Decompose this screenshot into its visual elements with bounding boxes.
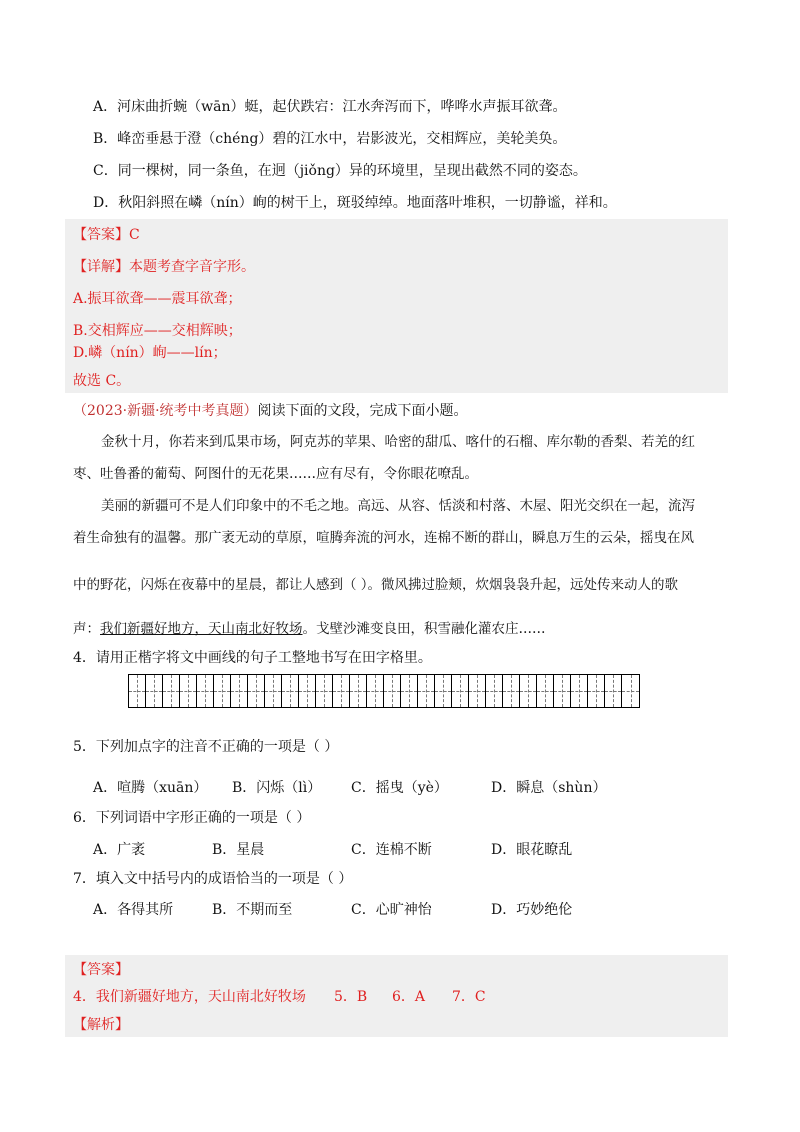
answer-label-2: 【答案】 (73, 962, 129, 978)
tianzige-cell[interactable] (265, 675, 282, 707)
q5-option-d: D．瞬息（shùn） (491, 780, 607, 796)
tianzige-cell[interactable] (129, 675, 146, 707)
tianzige-cell[interactable] (299, 675, 316, 707)
passage-p2-line2: 着生命独有的温馨。那广袤无动的草原，喧腾奔流的河水，连棉不断的群山，瞬息万生的云朵，摇曳在风 (73, 530, 694, 546)
tianzige-cell[interactable] (146, 675, 163, 707)
question-6: 6．下列词语中字形正确的一项是（ ） (73, 810, 311, 826)
tianzige-cell[interactable] (486, 675, 503, 707)
q5-option-b: B．闪烁（lì） (232, 780, 322, 796)
passage-header (73, 401, 468, 421)
tianzige-cell[interactable] (571, 675, 588, 707)
tianzige-cell[interactable] (163, 675, 180, 707)
detail-line-b: B.交相辉应——交相辉映； (73, 323, 242, 339)
underlined-sentence: 我们新疆好地方，天山南北好牧场 (100, 621, 303, 637)
tianzige-cell[interactable] (418, 675, 435, 707)
passage-p2-line1: 美丽的新疆可不是人们印象中的不毛之地。高远、从容、恬淡和村落、木屋、阳光交织在一起，流泻 (101, 498, 695, 514)
answer-label-1: 【答案】C (73, 227, 140, 243)
q7-option-b: B．不期而至 (212, 902, 293, 918)
passage-p2-line4 (73, 619, 546, 639)
tianzige-cell[interactable] (554, 675, 571, 707)
tianzige-cell[interactable] (333, 675, 350, 707)
q6-option-a: A．广袤 (93, 842, 146, 858)
tianzige-cell[interactable] (622, 675, 639, 707)
tianzige-cell[interactable] (435, 675, 452, 707)
tianzige-cell[interactable] (469, 675, 486, 707)
question-5: 5．下列加点字的注音不正确的一项是（ ） (73, 739, 339, 755)
tianzige-cell[interactable] (214, 675, 231, 707)
tianzige-cell[interactable] (367, 675, 384, 707)
detail-line-a: A.振耳欲聋——震耳欲聋； (73, 291, 242, 307)
tianzige-cell[interactable] (231, 675, 248, 707)
q6-option-b: B．星晨 (212, 842, 265, 858)
tianzige-cell[interactable] (605, 675, 622, 707)
conclusion-1: 故选 C。 (73, 373, 131, 389)
tianzige-cell[interactable] (503, 675, 520, 707)
q5-option-c: C．摇曳（yè） (351, 780, 448, 796)
passage-source: （2023·新疆·统考中考真题） (73, 403, 258, 419)
passage-p2-line4-pre: 声： (73, 621, 100, 637)
q5-option-a: A．喧腾（xuān） (93, 780, 208, 796)
tianzige-cell[interactable] (384, 675, 401, 707)
passage-p1-line2: 枣、吐鲁番的葡萄、阿图什的无花果……应有尽有，令你眼花嘹乱。 (73, 466, 478, 482)
tianzige-cell[interactable] (180, 675, 197, 707)
answer-5: 5．B (334, 989, 368, 1005)
tianzige-cell[interactable] (248, 675, 265, 707)
q6-option-c: C．连棉不断 (351, 842, 432, 858)
option-c-prev: C．同一棵树，同一条鱼，在迥（jiǒng）异的环境里，呈现出截然不同的姿态。 (93, 163, 587, 179)
q7-option-a: A．各得其所 (93, 902, 174, 918)
tianzige-cell[interactable] (537, 675, 554, 707)
passage-p2-line4-post: 。戈壁沙滩变良田，积雪融化灌农庄…… (302, 621, 546, 637)
tianzige-cell[interactable] (452, 675, 469, 707)
q7-option-c: C．心旷神怡 (351, 902, 432, 918)
passage-instruction: 阅读下面的文段，完成下面小题。 (257, 403, 468, 419)
passage-p1-line1: 金秋十月，你若来到瓜果市场，阿克苏的苹果、哈密的甜瓜、喀什的石榴、库尔勒的香梨、若羌的红 (101, 434, 695, 450)
tianzige-cell[interactable] (282, 675, 299, 707)
tianzige-cell[interactable] (401, 675, 418, 707)
detail-label-1: 【详解】本题考查字音字形。 (73, 259, 255, 275)
analysis-label-2: 【解析】 (73, 1017, 129, 1033)
option-b-prev: B．峰峦垂悬于澄（chéng）碧的江水中，岩影波光，交相辉应，美轮美奂。 (93, 131, 567, 147)
answer-6: 6．A (392, 989, 426, 1005)
option-a-prev: A．河床曲折蜿（wān）蜓，起伏跌宕：江水奔泻而下，哗哗水声振耳欲聋。 (93, 99, 567, 115)
option-d-prev: D．秋阳斜照在嶙（nín）峋的树干上，斑驳绰绰。地面落叶堆积，一切静谧，祥和。 (93, 195, 617, 211)
answer-7: 7．C (452, 989, 486, 1005)
passage-p2-line3: 中的野花，闪烁在夜幕中的星晨，都让人感到（ ）。微风拂过脸颊，炊烟袅袅升起，远处传来动人的歌 (73, 577, 679, 593)
question-4: 4．请用正楷字将文中画线的句子工整地书写在田字格里。 (73, 650, 432, 666)
answer-4: 4．我们新疆好地方，天山南北好牧场 (73, 989, 306, 1005)
detail-line-d: D.嶙（nín）峋——lín； (73, 345, 227, 361)
question-7: 7．填入文中括号内的成语恰当的一项是（ ） (73, 871, 353, 887)
tianzige-cell[interactable] (316, 675, 333, 707)
tianzige-grid[interactable] (128, 674, 640, 708)
tianzige-cell[interactable] (520, 675, 537, 707)
q6-option-d: D．眼花瞭乱 (491, 842, 573, 858)
q7-option-d: D．巧妙绝伦 (491, 902, 573, 918)
tianzige-cell[interactable] (197, 675, 214, 707)
tianzige-cell[interactable] (588, 675, 605, 707)
tianzige-cell[interactable] (350, 675, 367, 707)
